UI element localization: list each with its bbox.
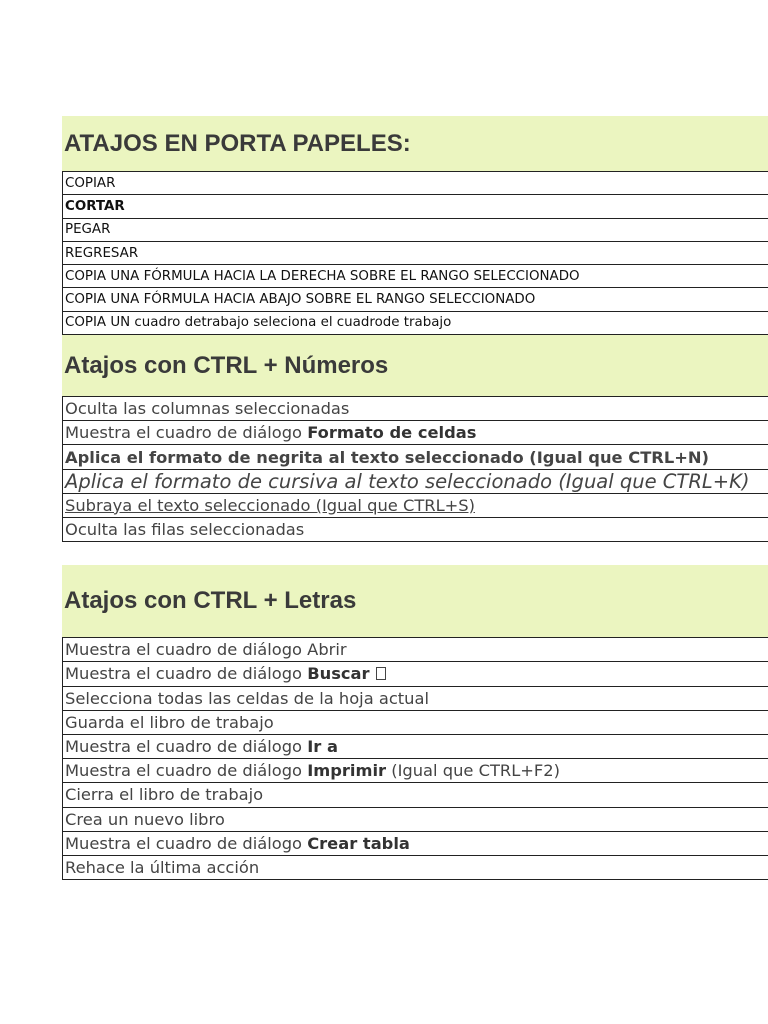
table-row[interactable]: Aplica el formato de cursiva al texto seleccionado (Igual que CTRL+K)	[63, 470, 768, 494]
section-header-clipboard[interactable]	[62, 116, 768, 172]
section-header-letters[interactable]	[62, 565, 768, 638]
table-row[interactable]: COPIAR	[63, 172, 768, 195]
table-row[interactable]: Oculta las filas seleccionadas	[63, 518, 768, 542]
table-row[interactable]: Muestra el cuadro de diálogo Formato de celdas	[63, 421, 768, 445]
table-row[interactable]: Oculta las columnas seleccionadas	[63, 397, 768, 421]
table-row[interactable]: Muestra el cuadro de diálogo Abrir	[63, 638, 768, 662]
missing-glyph-icon	[376, 667, 386, 680]
table-row[interactable]: Guarda el libro de trabajo	[63, 711, 768, 735]
clipboard-rows	[62, 172, 768, 335]
table-row[interactable]: Muestra el cuadro de diálogo Ir a	[63, 735, 768, 759]
table-row[interactable]: CORTAR	[63, 195, 768, 218]
table-row[interactable]: Muestra el cuadro de diálogo Crear tabla	[63, 832, 768, 856]
spreadsheet	[62, 116, 768, 880]
table-row[interactable]: REGRESAR	[63, 242, 768, 265]
table-row[interactable]: Aplica el formato de negrita al texto seleccionado (Igual que CTRL+N)	[63, 445, 768, 469]
table-row[interactable]: Crea un nuevo libro	[63, 808, 768, 832]
table-row[interactable]: Cierra el libro de trabajo	[63, 783, 768, 807]
letters-rows	[62, 638, 768, 880]
table-row[interactable]: Selecciona todas las celdas de la hoja actual	[63, 687, 768, 711]
section-title: Atajos con CTRL + Números	[64, 351, 389, 379]
section-title: ATAJOS EN PORTA PAPELES:	[64, 129, 411, 157]
table-row[interactable]: Rehace la última acción	[63, 856, 768, 880]
section-header-numbers[interactable]	[62, 335, 768, 397]
table-row[interactable]: Muestra el cuadro de diálogo Imprimir (Igual que CTRL+F2)	[63, 759, 768, 783]
table-row[interactable]: COPIA UNA FÓRMULA HACIA ABAJO SOBRE EL RANGO SELECCIONADO	[63, 288, 768, 311]
table-row[interactable]: COPIA UNA FÓRMULA HACIA LA DERECHA SOBRE EL RANGO SELECCIONADO	[63, 265, 768, 288]
section-title: Atajos con CTRL + Letras	[64, 587, 357, 615]
table-row[interactable]: COPIA UN cuadro detrabajo seleciona el cuadrode trabajo	[63, 312, 768, 335]
table-row[interactable]: Muestra el cuadro de diálogo Buscar	[63, 662, 768, 686]
numbers-rows	[62, 397, 768, 542]
table-row[interactable]: PEGAR	[63, 219, 768, 242]
table-row[interactable]: Subraya el texto seleccionado (Igual que CTRL+S)	[63, 494, 768, 518]
spacer	[62, 542, 768, 565]
